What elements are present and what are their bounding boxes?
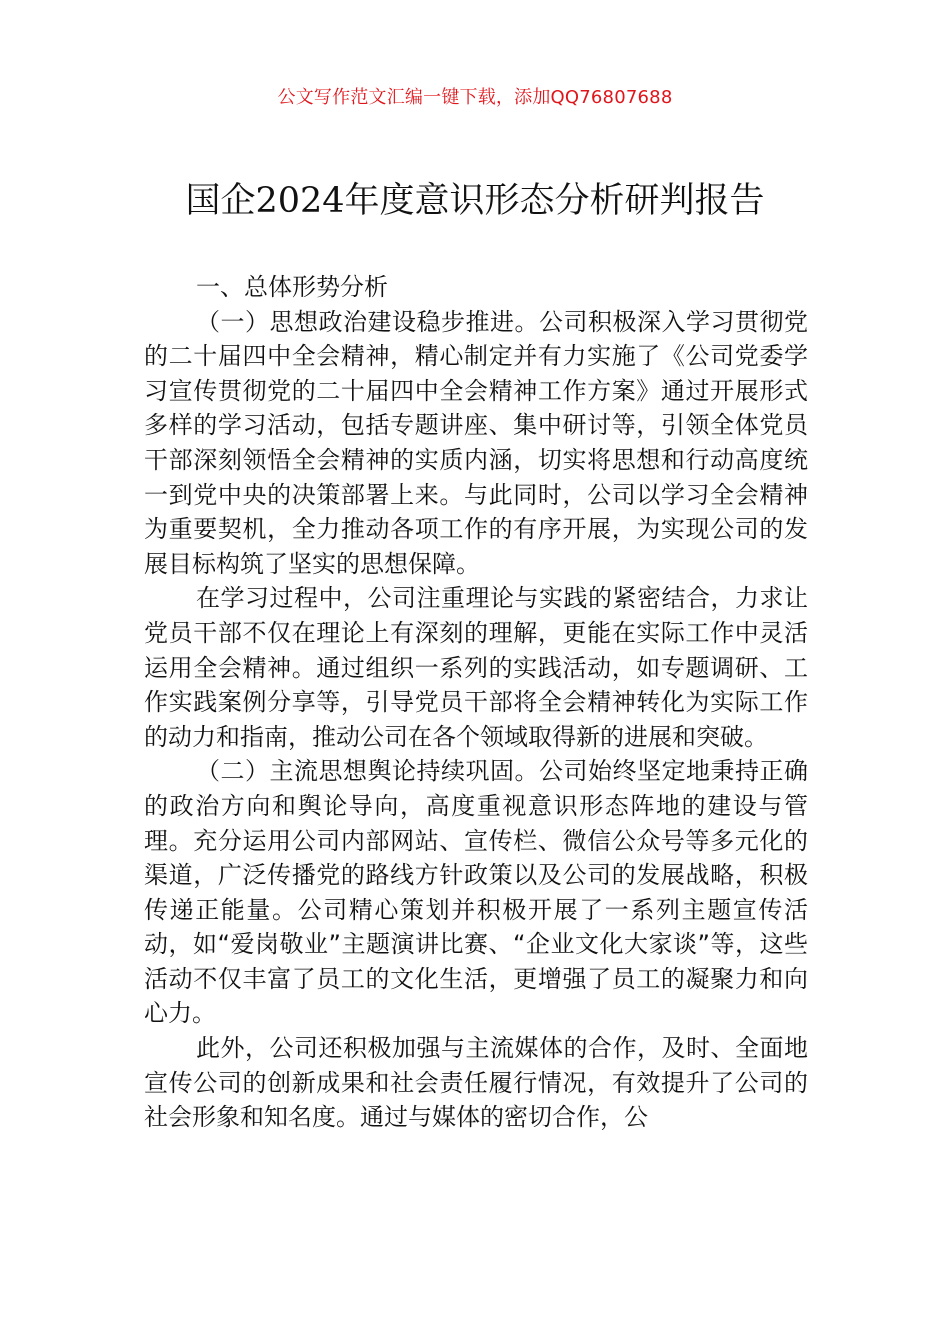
document-body (144, 270, 808, 1135)
document-title: 国企2024年度意识形态分析研判报告 (185, 181, 765, 221)
section-heading: 一、总体形势分析 (196, 273, 388, 301)
paragraph-3: （二）主流思想舆论持续巩固。公司始终坚定地秉持正确的政治方向和舆论导向，高度重视意识形态阵地的建设与管理。充分运用公司内部网站、宣传栏、微信公众号等多元化的渠道，广泛传播党的路线方针政策以及公司的发展战略，积极传递正能量。公司精心策划并积极开展了一系列主题宣传活动，如“爱岗敬业”主题演讲比赛、“企业文化大家谈”等，这些活动不仅丰富了员工的文化生活，更增强了员工的凝聚力和向心力。 (144, 757, 808, 1028)
paragraph-2: 在学习过程中，公司注重理论与实践的紧密结合，力求让党员干部不仅在理论上有深刻的理解，更能在实际工作中灵活运用全会精神。通过组织一系列的实践活动，如专题调研、工作实践案例分享等，引导党员干部将全会精神转化为实际工作的动力和指南，推动公司在各个领域取得新的进展和突破。 (144, 584, 808, 751)
promo-header-text: 公文写作范文汇编一键下载，添加QQ76807688 (277, 87, 673, 108)
paragraph-1: （一）思想政治建设稳步推进。公司积极深入学习贯彻党的二十届四中全会精神，精心制定并有力实施了《公司党委学习宣传贯彻党的二十届四中全会精神工作方案》通过开展形式多样的学习活动，包括专题讲座、集中研讨等，引领全体党员干部深刻领悟全会精神的实质内涵，切实将思想和行动高度统一到党中央的决策部署上来。与此同时，公司以学习全会精神为重要契机，全力推动各项工作的有序开展，为实现公司的发展目标构筑了坚实的思想保障。 (144, 307, 808, 578)
paragraph-4: 此外，公司还积极加强与主流媒体的合作，及时、全面地宣传公司的创新成果和社会责任履行情况，有效提升了公司的社会形象和知名度。通过与媒体的密切合作，公 (144, 1034, 808, 1132)
